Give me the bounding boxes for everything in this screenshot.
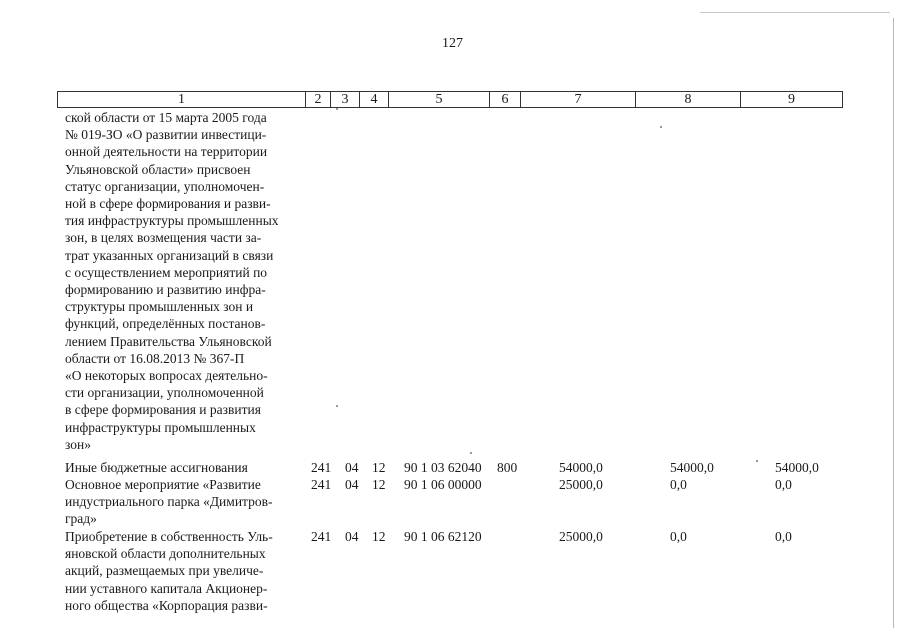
cell-col-2: 241 — [311, 460, 332, 475]
cell-col-5: 90 1 06 00000 — [404, 477, 482, 492]
cell-col-7: 25000,0 — [559, 529, 603, 544]
header-col-9: 9 — [741, 92, 843, 108]
cell-col-5: 90 1 06 62120 — [404, 529, 482, 544]
page-number: 127 — [442, 36, 463, 51]
scan-speck — [336, 405, 338, 407]
header-col-7: 7 — [521, 92, 636, 108]
scan-speck — [660, 126, 662, 128]
scan-speck — [756, 460, 758, 462]
cell-col-9: 54000,0 — [775, 460, 819, 475]
scan-edge-top — [700, 12, 890, 13]
cell-col-2: 241 — [311, 529, 332, 544]
cell-col-8: 0,0 — [670, 477, 687, 492]
cell-col-3: 04 — [345, 529, 359, 544]
header-col-2: 2 — [306, 92, 331, 108]
cell-col-9: 0,0 — [775, 529, 792, 544]
scan-speck — [336, 108, 338, 110]
header-col-6: 6 — [490, 92, 521, 108]
row-description: Иные бюджетные ассигнования — [65, 460, 248, 475]
cell-col-4: 12 — [372, 460, 386, 475]
header-col-3: 3 — [331, 92, 360, 108]
cell-col-4: 12 — [372, 477, 386, 492]
cell-col-7: 54000,0 — [559, 460, 603, 475]
row-description: Основное мероприятие «Развитие индустриального парка «Димитров- град» — [65, 477, 273, 527]
scan-edge-right — [893, 18, 894, 628]
cell-col-7: 25000,0 — [559, 477, 603, 492]
cell-col-4: 12 — [372, 529, 386, 544]
cell-col-9: 0,0 — [775, 477, 792, 492]
cell-col-6: 800 — [497, 460, 518, 475]
cell-col-5: 90 1 03 62040 — [404, 460, 482, 475]
cell-col-3: 04 — [345, 460, 359, 475]
header-col-1: 1 — [58, 92, 306, 108]
row-description: Приобретение в собственность Уль- яновской области дополнительных акций, размещаемых при увеличе- нии уставного капитала Акционер- ного общества «Корпорация разви- — [65, 529, 273, 613]
cell-col-2: 241 — [311, 477, 332, 492]
column-number-header — [57, 91, 843, 108]
row-description: ской области от 15 марта 2005 года № 019-ЗО «О развитии инвестици- онной деятельности на территории Ульяновской области» присвоен статус организации, уполномочен- ной в сфере формирования и разви- тия инфраструктуры промышленных зон, в целях возмещения части за- трат указанных организаций в связи с осуществлением мероприятий по формированию и развитию инфра- структуры промышленных зон и функций, определённых постанов- лением Правительства Ульяновской области от 16.08.2013 № 367-П «О некоторых вопросах деятельно- сти организации, уполномоченной в сфере формирования и развития инфраструктуры промышленных зон» — [65, 110, 279, 452]
scan-speck — [470, 452, 472, 454]
header-col-5: 5 — [389, 92, 490, 108]
cell-col-8: 54000,0 — [670, 460, 714, 475]
header-col-8: 8 — [636, 92, 741, 108]
cell-col-8: 0,0 — [670, 529, 687, 544]
header-col-4: 4 — [360, 92, 389, 108]
header-row — [58, 92, 843, 108]
cell-col-3: 04 — [345, 477, 359, 492]
